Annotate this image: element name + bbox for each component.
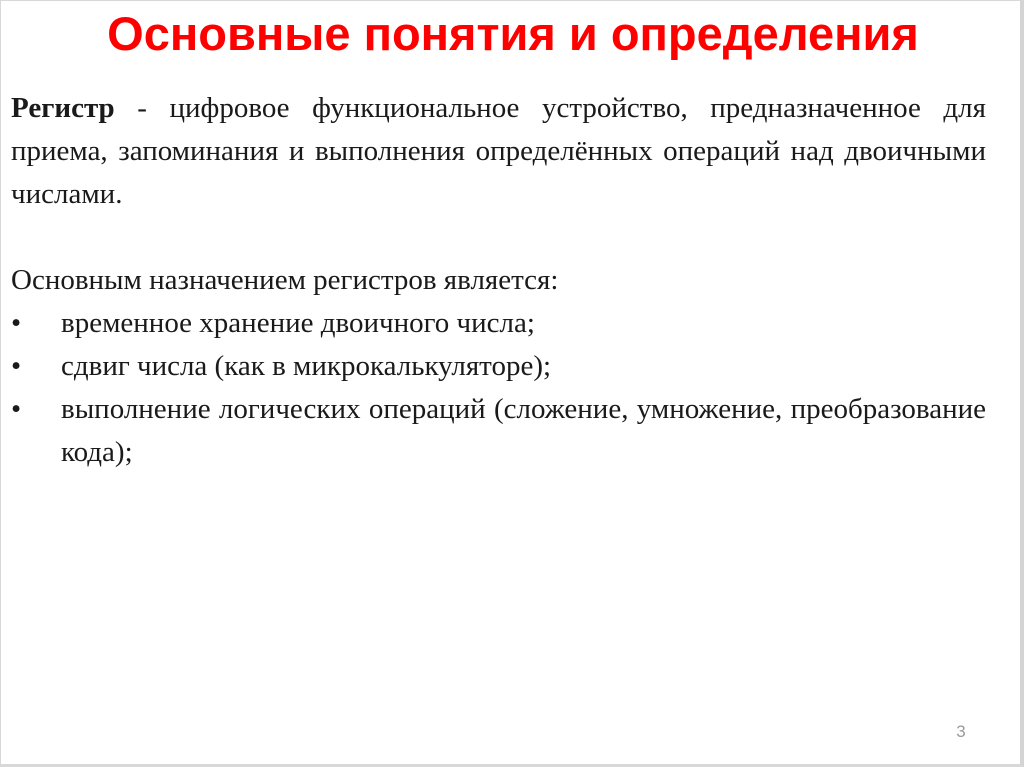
purpose-list <box>11 302 986 474</box>
list-item <box>11 302 986 345</box>
list-item <box>11 388 986 474</box>
bullet-icon: • <box>11 393 22 425</box>
definition-term: Регистр <box>11 92 115 124</box>
list-item-text: временное хранение двоичного числа; <box>61 307 535 339</box>
list-item-text: выполнение логических операций (сложение, умножение, преобразование кода); <box>61 393 986 468</box>
definition-text: - цифровое функциональное устройство, предназначенное для приема, запоминания и выполнения определённых операций над двоичными числами. <box>11 92 986 210</box>
list-item <box>11 345 986 388</box>
slide-title: Основные понятия и определения <box>107 7 919 60</box>
bullet-icon: • <box>11 350 22 382</box>
list-item-text: сдвиг числа (как в микрокалькуляторе); <box>61 350 552 382</box>
paragraph-spacer <box>11 216 986 259</box>
page-number: 3 <box>956 722 966 741</box>
slide-body <box>11 87 986 474</box>
definition-paragraph <box>11 87 986 216</box>
bullet-icon: • <box>11 307 22 339</box>
purpose-intro: Основным назначением регистров является: <box>11 264 559 296</box>
